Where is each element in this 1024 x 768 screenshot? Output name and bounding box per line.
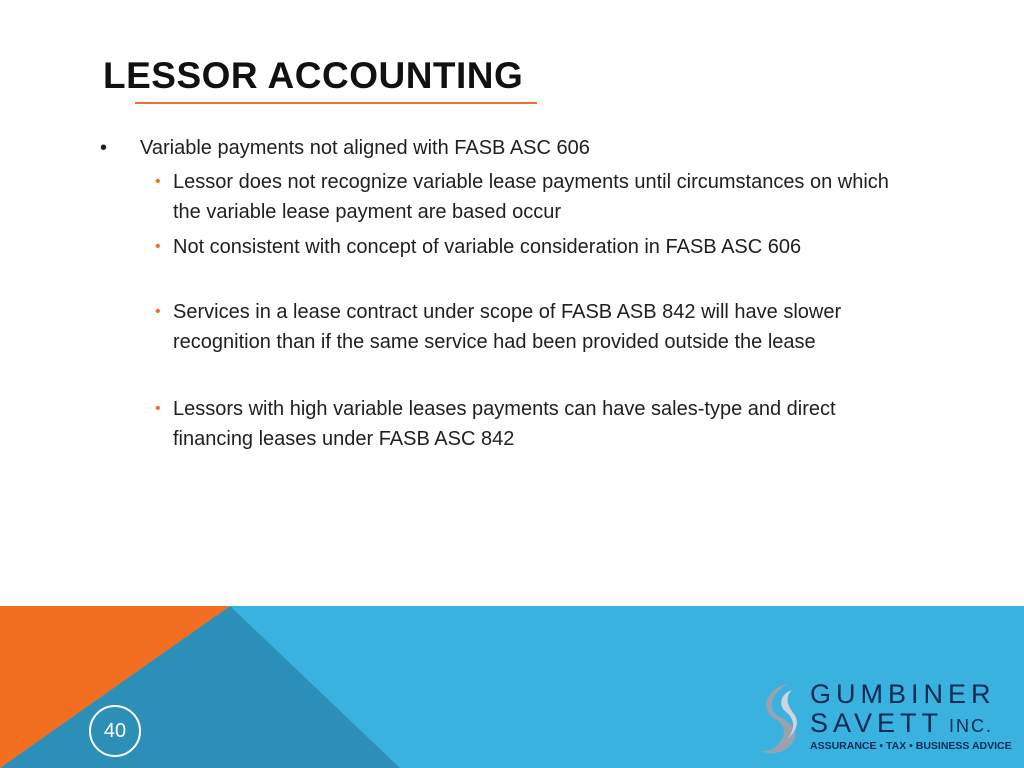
logo-name-savett: SAVETT [810, 708, 944, 738]
logo-name-line1: GUMBINER [810, 679, 996, 709]
logo-tagline: ASSURANCE • TAX • BUSINESS ADVICE [810, 740, 1012, 752]
sub-bullet-text: Services in a lease contract under scope of FASB ASB 842 will have slower recognition than if the same service had been provided outside the lease [173, 301, 842, 353]
company-logo [758, 676, 1018, 760]
sub-bullet-marker: • [155, 303, 161, 320]
sub-bullet-text: Not consistent with concept of variable consideration in FASB ASC 606 [173, 236, 802, 258]
logo-name-line2 [810, 708, 993, 739]
sub-bullet-text: Lessor does not recognize variable lease payments until circumstances on which the variable lease payment are based occur [173, 171, 889, 223]
bullet-marker: • [100, 137, 108, 159]
swirl-logo-icon [758, 680, 802, 756]
sub-bullet-marker: • [155, 238, 161, 255]
sub-bullet-marker: • [155, 400, 161, 417]
title-underline [135, 102, 537, 104]
sub-bullet-text: Lessors with high variable leases payments can have sales-type and direct financing leases under FASB ASC 842 [173, 398, 836, 450]
sub-bullet-marker: • [155, 173, 161, 190]
bullet-main-text: Variable payments not aligned with FASB ASC 606 [140, 137, 590, 159]
logo-name-suffix: INC. [949, 716, 994, 736]
slide-title: LESSOR ACCOUNTING [103, 55, 524, 96]
slide-number-badge: 40 [89, 705, 141, 757]
